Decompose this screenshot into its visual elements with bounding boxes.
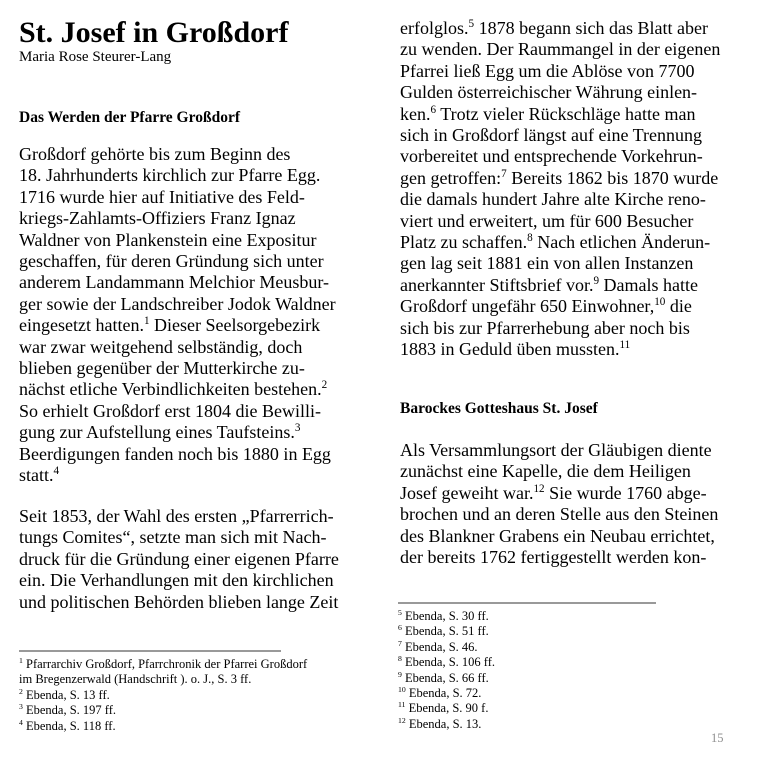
footnote-separator-left (19, 650, 281, 652)
article-title: St. Josef in Großdorf (19, 16, 289, 49)
section-heading-das-werden: Das Werden der Pfarre Großdorf (19, 109, 240, 126)
section-heading-barockes-gotteshaus: Barockes Gotteshaus St. Josef (400, 400, 598, 417)
footnotes-right-column: $^5$ Ebenda, S. 30 ff. $^6$ Ebenda, S. 51 ff. $^7$ Ebenda, S. 46. $^8$ Ebenda, S. 106 ff. $^9$ Ebenda, S. 66 ff. $^{10}$ Ebenda, S. 72. $^{11}$ Ebenda, S. 90 f. $^{12}$ Ebenda, S. 13. (398, 607, 496, 731)
left-column-paragraph-1: Großdorf gehörte bis zum Beginn des 18. Jahrhunderts kirchlich zur Pfarre Egg. 1716 wurde hier auf Initiative des Feld- kriegs-Zahlamts-Offiziers Franz Ignaz Waldner von Plankenstein eine Expositur geschaffen, für deren Gründung sich unter anderem Landammann Melchior Meusbur- ger sowie der Landschreiber Jodok Waldner eingesetzt hatten.$^1$ Dieser Seelsorgebezirk war zwar weitgehend selbständig, doch blieben gegenüber der Mutterkirche zu- nächst etliche Verbindlichkeiten bestehen.$^2$ So erhielt Großdorf erst 1804 die Bewilli- gung zur Aufstellung eines Taufsteins.$^3$ Beerdigungen fanden noch bis 1880 in Egg statt.$^4$ (19, 144, 336, 486)
page-number: 15 (711, 731, 724, 745)
footnotes-left-column: $^1$ Pfarrarchiv Großdorf, Pfarrchronik der Pfarrei Großdorf im Bregenzerwald (Handschrift ). o. J., S. 3 ff. $^2$ Ebenda, S. 13 ff. $^3$ Ebenda, S. 197 ff. $^4$ Ebenda, S. 118 ff. (19, 655, 308, 733)
right-column-paragraph-1: erfolglos.$^5$ 1878 begann sich das Blatt aber zu wenden. Der Raummangel in der eigenen Pfarrei ließ Egg um die Ablöse von 7700 Gulden österreichischer Währung einlen- ken.$^6$ Trotz vieler Rückschläge hatte man sich in Großdorf längst auf eine Trennung vorbereitet und entsprechende Vorkehrun- gen getroffen:$^7$ Bereits 1862 bis 1870 wurde die damals hundert Jahre alte Kirche reno- viert und erweitert, um für 600 Besucher Platz zu schaffen.$^8$ Nach etlichen Änderun- gen lag seit 1881 ein von allen Instanzen anerkannter Stiftsbrief vor.$^9$ Damals hatte Großdorf ungefähr 650 Einwohner,$^{10}$ die sich bis zur Pfarrerhebung aber noch bis 1883 in Geduld üben mussten.$^{11}$ (400, 18, 721, 360)
left-column-paragraph-2: Seit 1853, der Wahl des ersten „Pfarrerrich- tungs Comites“, setzte man sich mit Nach- druck für die Gründung einer eigenen Pfarre ein. Die Verhandlungen mit den kirchlichen und politischen Behörden blieben lange Zeit (19, 506, 339, 612)
footnote-separator-right (398, 602, 656, 604)
article-author: Maria Rose Steurer-Lang (19, 49, 172, 65)
right-column-paragraph-2: Als Versammlungsort der Gläubigen diente zunächst eine Kapelle, die dem Heiligen Josef geweiht war.$^{12}$ Sie wurde 1760 abge- brochen und an deren Stelle aus den Steinen des Blankner Grabens ein Neubau errichtet, der bereits 1762 fertiggestellt werden kon- (400, 440, 719, 568)
